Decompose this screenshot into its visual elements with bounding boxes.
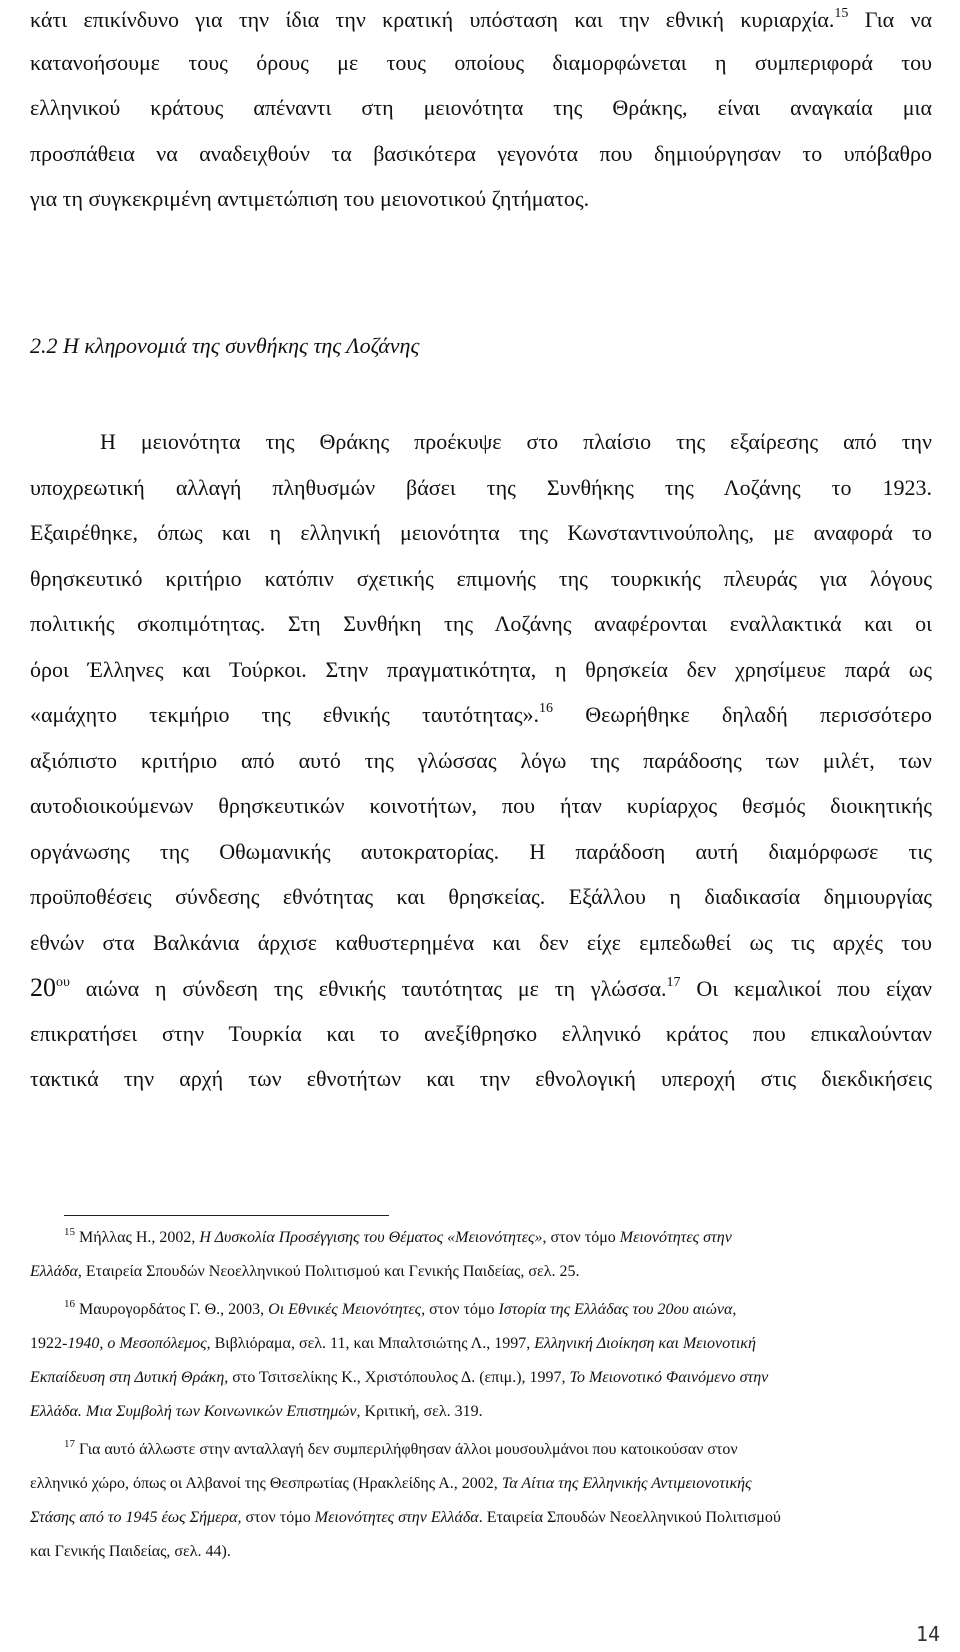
body-text-line: κατανοήσουμε τους όρους με τους οποίους διαμορφώνεται η συμπεριφορά του — [30, 50, 932, 75]
body-text-line: υποχρεωτική αλλαγή πληθυσμών βάσει της Συνθήκης της Λοζάνης το 1923. — [30, 475, 932, 500]
footnote-16-line — [30, 1402, 932, 1422]
footnote-ref-16[interactable]: 16 — [539, 701, 554, 716]
body-text-line — [30, 6, 932, 34]
text-span: Για αυτό άλλωστε στην ανταλλαγή δεν συμπεριλήφθησαν άλλοι μουσουλμάνοι που κατοικούσαν στον — [75, 1441, 738, 1458]
footnote-17-line — [30, 1474, 932, 1494]
italic-title: Στάσης από το 1945 έως Σήμερα, — [30, 1509, 242, 1526]
italic-title: Ιστορία της Ελλάδας του 20ου αιώνα, — [498, 1301, 737, 1318]
text-span: στον τόμο — [425, 1301, 499, 1318]
italic-title: Μειονότητες στην Ελλάδα — [314, 1509, 479, 1526]
text-span: , στο Τσιτσελίκης Κ., Χριστόπουλος Δ. (επιμ.), 1997, — [224, 1369, 570, 1386]
body-text-line: προσπάθεια να αναδειχθούν τα βασικότερα γεγονότα που δημιούργησαν το υπόβαθρο — [30, 141, 932, 166]
text-span: 20 — [30, 973, 56, 1002]
body-text-line: αυτοδιοικούμενων θρησκευτικών κοινοτήτων, που ήταν κυρίαρχος θεσμός διοικητικής — [30, 793, 932, 818]
text-span: ελληνικό χώρο, όπως οι Αλβανοί της Θεσπρωτίας (Ηρακλείδης Α., 2002, — [30, 1475, 502, 1492]
italic-title: Οι Εθνικές Μειονότητες, — [268, 1301, 426, 1318]
text-span: Μαυρογορδάτος Γ. Θ., 2003, — [75, 1301, 269, 1318]
body-text-line: Η μειονότητα της Θράκης προέκυψε στο πλαίσιο της εξαίρεσης από την — [100, 429, 932, 454]
text-span: αιώνα η σύνδεση της εθνικής ταυτότητας με τη γλώσσα. — [69, 976, 667, 1001]
footnote-separator — [64, 1215, 389, 1216]
footnote-16 — [64, 1300, 932, 1320]
body-text-line: προϋποθέσεις σύνδεσης εθνότητας και θρησκείας. Εξάλλου η διαδικασία δημιουργίας — [30, 884, 932, 909]
body-text-line: αξιόπιστο κριτήριο από αυτό της γλώσσας λόγω της παράδοσης των μιλέτ, των — [30, 748, 932, 773]
text-span: Οι κεμαλικοί που είχαν — [680, 976, 932, 1001]
body-text-line: όροι Έλληνες και Τούρκοι. Στην πραγματικότητα, η θρησκεία δεν χρησίμευε παρά ως — [30, 657, 932, 682]
footnote-number: 17 — [64, 1438, 75, 1450]
ordinal-superscript: ου — [56, 975, 70, 990]
italic-title: Η Δυσκολία Προσέγγισης του Θέματος «Μειονότητες» — [199, 1229, 543, 1246]
body-text-line — [30, 974, 932, 1002]
page-number: 14 — [915, 1622, 940, 1646]
text-span: , Βιβλιόραμα, σελ. 11, και Μπαλτσιώτης Λ., 1997, — [206, 1335, 535, 1352]
body-text-line — [30, 701, 932, 729]
footnote-17 — [64, 1440, 932, 1460]
footnote-17-line: και Γενικής Παιδείας, σελ. 44). — [30, 1543, 231, 1560]
italic-title: 1940, ο Μεσοπόλεμος — [67, 1335, 207, 1352]
body-text-line: πολιτικής σκοπιμότητας. Στη Συνθήκη της Λοζάνης αναφέρονται εναλλακτικά και οι — [30, 611, 932, 636]
body-text-line: τακτικά την αρχή των εθνοτήτων και την εθνολογική υπεροχή στις διεκδικήσεις — [30, 1066, 932, 1091]
body-text-line: επικρατήσει στην Τουρκία και το ανεξίθρησκο ελληνικό κράτος που επικαλούνταν — [30, 1021, 932, 1046]
footnote-ref-17[interactable]: 17 — [666, 975, 681, 990]
footnote-16-line — [30, 1368, 932, 1388]
text-span: , Κριτική, σελ. 319. — [356, 1403, 483, 1420]
footnote-number: 15 — [64, 1226, 75, 1238]
footnote-17-line — [30, 1508, 932, 1528]
italic-title: Το Μειονοτικό Φαινόμενο στην — [569, 1369, 769, 1386]
italic-title: Τα Αίτια της Ελληνικής Αντιμειονοτικής — [501, 1475, 752, 1492]
footnote-number: 16 — [64, 1298, 75, 1310]
text-span: κάτι επικίνδυνο για την ίδια την κρατική υπόσταση και την εθνική κυριαρχία. — [30, 7, 835, 32]
text-span: Μήλλας Η., 2002, — [75, 1229, 200, 1246]
italic-title: Εκπαίδευση στη Δυτική Θράκη — [30, 1369, 225, 1386]
italic-title: Ελληνική Διοίκηση και Μειονοτική — [534, 1335, 756, 1352]
italic-title: Μειονότητες στην — [619, 1229, 732, 1246]
text-span: . Εταιρεία Σπουδών Νεοελληνικού Πολιτισμού — [478, 1509, 781, 1526]
italic-title: Ελλάδα. Μια Συμβολή των Κοινωνικών Επιστημών — [30, 1403, 357, 1420]
body-text-line: Εξαιρέθηκε, όπως και η ελληνική μειονότητα της Κωνσταντινούπολης, με αναφορά το — [30, 520, 932, 545]
text-span: Για να — [848, 7, 932, 32]
italic-title: Ελλάδα — [30, 1263, 78, 1280]
text-span: «αμάχητο τεκμήριο της εθνικής ταυτότητας». — [30, 702, 540, 727]
footnote-15 — [64, 1228, 932, 1248]
text-span: Θεωρήθηκε δηλαδή περισσότερο — [553, 702, 932, 727]
section-heading: 2.2 Η κληρονομιά της συνθήκης της Λοζάνης — [30, 333, 420, 358]
text-span: 1922- — [30, 1335, 68, 1352]
footnote-ref-15[interactable]: 15 — [834, 6, 849, 21]
body-text-line: ελληνικού κράτους απέναντι στη μειονότητα της Θράκης, είναι αναγκαία μια — [30, 95, 932, 120]
body-text-line: εθνών στα Βαλκάνια άρχισε καθυστερημένα και δεν είχε εμπεδωθεί ως τις αρχές του — [30, 930, 932, 955]
body-text-line: οργάνωσης της Οθωμανικής αυτοκρατορίας. Η παράδοση αυτή διαμόρφωσε τις — [30, 839, 932, 864]
body-text-line: θρησκευτικό κριτήριο κατόπιν σχετικής επιμονής της τουρκικής πλευράς για λόγους — [30, 566, 932, 591]
text-span: στον τόμο — [241, 1509, 315, 1526]
footnote-16-line — [30, 1334, 932, 1354]
text-span: , στον τόμο — [542, 1229, 620, 1246]
footnote-15-line — [30, 1262, 932, 1282]
text-span: , Εταιρεία Σπουδών Νεοελληνικού Πολιτισμού και Γενικής Παιδείας, σελ. 25. — [77, 1263, 580, 1280]
body-text-line: για τη συγκεκριμένη αντιμετώπιση του μειονοτικού ζητήματος. — [30, 186, 590, 211]
